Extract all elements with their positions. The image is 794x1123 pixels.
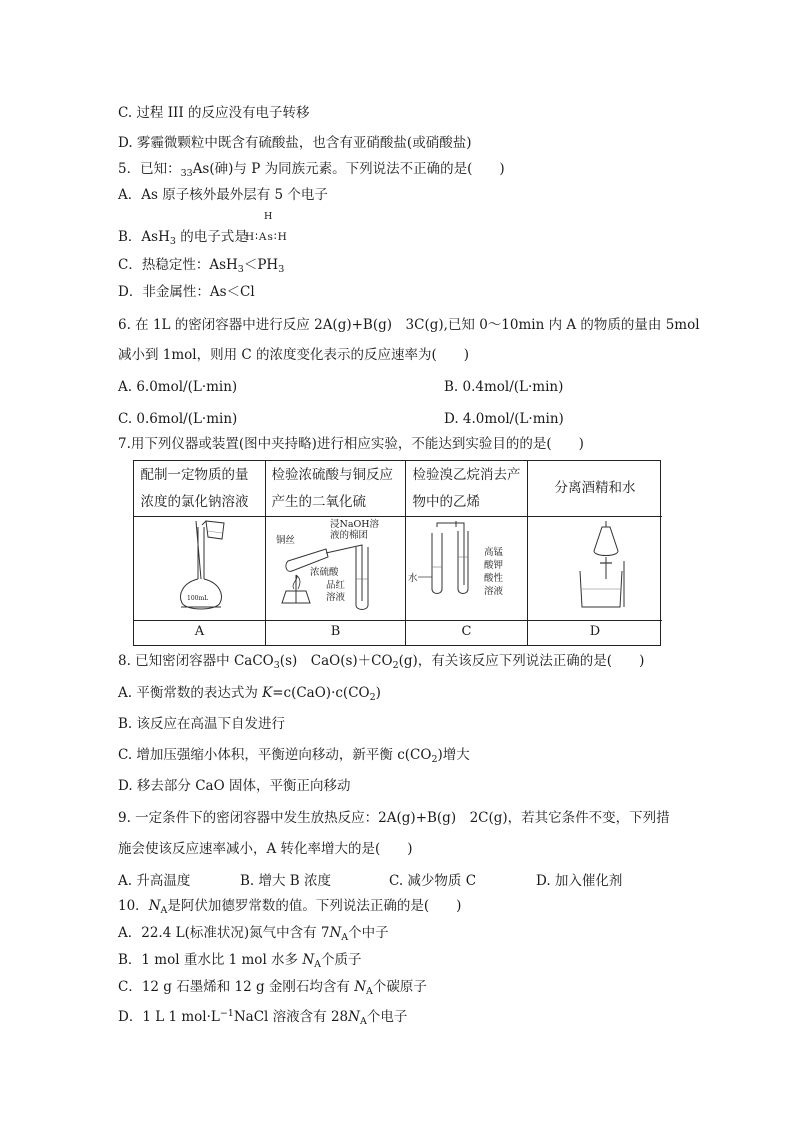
q6-option-c: C. 0.6mol/(L·min)	[118, 411, 238, 427]
label-kmno4-2: 酸钾	[484, 560, 504, 571]
q10b-post: 个质子	[321, 952, 362, 968]
q5-option-c	[118, 256, 284, 279]
q10-option-b	[118, 951, 362, 974]
q5c-pre: C．热稳定性：AsH	[118, 257, 238, 273]
label-copper-wire: 铜丝	[276, 535, 296, 546]
table-col-a	[134, 461, 266, 645]
q6-option-d: D. 4.0mol/(L·min)	[444, 411, 564, 427]
q10b-na-n: N	[302, 952, 315, 968]
q10d-pre: D．1 L 1 mol·L	[118, 1009, 220, 1025]
q6-stem-line1: 6. 在 1L 的密闭容器中进行反应 2A(g)+B(g) 3C(g),已知 0～10min 内 A 的物质的量由 5mol	[118, 317, 700, 333]
q8a-mid: =c(CaO)·c(CO	[272, 685, 370, 701]
label-solution: 溶液	[326, 592, 346, 603]
q5b-pre: B．AsH	[118, 229, 170, 245]
q10d-na-sub: A	[359, 1016, 367, 1027]
q10d-sup: −1	[219, 1008, 234, 1019]
q10-na-sub: A	[160, 905, 168, 916]
q8-stem	[118, 652, 644, 675]
q10-na-n: N	[148, 898, 161, 914]
q4-option-c: C. 过程 III 的反应没有电子转移	[118, 105, 310, 121]
flask-label: 100mL	[187, 595, 209, 602]
q5-atomic-number: 33	[180, 168, 193, 179]
label-kmno4-1: 高锰	[484, 547, 504, 558]
q10a-na-sub: A	[341, 932, 349, 943]
table-header-b: 检验浓硫酸与铜反应产生的二氧化硫	[266, 461, 405, 517]
q10-option-c	[118, 978, 427, 1001]
q5-stem-post: As(砷)与 P 为同族元素。下列说法不正确的是( )	[192, 161, 505, 177]
q8-sub2: 2	[392, 660, 399, 671]
table-letter-a: A	[194, 624, 205, 639]
table-header-a: 配制一定物质的量浓度的氯化钠溶液	[134, 461, 265, 517]
label-water: 水	[408, 573, 418, 584]
table-col-c	[406, 461, 528, 645]
figure-d-separatory-funnel	[528, 517, 662, 621]
q10c-post: 个碳原子	[372, 979, 427, 995]
label-kmno4-4: 溶液	[484, 586, 504, 597]
q9-option-d: D. 加入催化剂	[536, 873, 623, 889]
figure-a-volumetric-flask	[134, 517, 265, 621]
q5-option-d: D．非金属性：As＜Cl	[118, 284, 255, 300]
q10-option-a	[118, 924, 389, 947]
label-naoh-cotton-2: 液的棉团	[330, 530, 369, 541]
q5c-mid: ＜PH	[243, 257, 279, 273]
q10a-pre: A．22.4 L(标准状况)氮气中含有 7	[118, 925, 330, 941]
q10d-na-n: N	[348, 1009, 360, 1025]
q9-option-b: B. 增大 B 浓度	[240, 873, 332, 889]
q4-option-d: D. 雾霾微颗粒中既含有硫酸盐，也含有亚硝酸盐(或硝酸盐)	[118, 135, 472, 151]
q10d-mid: NaCl 溶液含有 28	[233, 1009, 349, 1025]
table-letter-d: D	[589, 624, 601, 639]
table-letter-b: B	[330, 624, 341, 639]
q5-option-b	[118, 228, 248, 251]
q8-option-c	[118, 746, 470, 769]
q10b-na-sub: A	[314, 959, 322, 970]
q10a-na-n: N	[329, 925, 342, 941]
q9-option-c: C. 减少物质 C	[389, 873, 477, 889]
q8-option-b: B. 该反应在高温下自发进行	[118, 716, 286, 732]
q8-option-a	[118, 684, 381, 707]
label-conc-sulfuric: 浓硫酸	[310, 567, 339, 578]
q10c-na-sub: A	[366, 986, 373, 997]
electron-formula: H∶As∶H	[245, 231, 288, 243]
q10c-pre: C．12 g 石墨烯和 12 g 金刚石均含有	[118, 979, 355, 995]
q8c-sub: 2	[431, 754, 438, 765]
q6-option-b: B. 0.4mol/(L·min)	[444, 379, 564, 395]
q10b-pre: B．1 mol 重水比 1 mol 水多	[118, 952, 303, 968]
table-col-d	[528, 461, 662, 645]
figure-c-ethylene-test	[406, 517, 527, 621]
q6-option-a: A. 6.0mol/(L·min)	[118, 379, 238, 395]
table-letter-c: C	[461, 624, 472, 639]
q6-stem-line2: 减小到 1mol，则用 C 的浓度变化表示的反应速率为( )	[118, 347, 470, 363]
q5-option-a: A．As 原子核外最外层有 5 个电子	[118, 187, 328, 203]
q10-post: 是阿伏加德罗常数的值。下列说法正确的是( )	[167, 898, 462, 914]
q5-stem	[118, 160, 505, 183]
q10d-post: 个电子	[366, 1009, 408, 1025]
q8a-pre: A. 平衡常数的表达式为	[118, 685, 263, 701]
q5c-sub2: 3	[278, 264, 285, 275]
q5c-sub1: 3	[237, 264, 244, 275]
q9-stem-line2: 施会使该反应速率减小，A 转化率增大的是( )	[118, 841, 413, 857]
q9-option-a: A. 升高温度	[118, 873, 191, 889]
label-magenta: 品红	[326, 580, 346, 591]
figure-b-copper-sulfuric-acid	[266, 517, 405, 621]
q9-stem-line1: 9. 一定条件下的密闭容器中发生放热反应：2A(g)+B(g) 2C(g)，若其它条件不变，下列措	[118, 810, 670, 826]
q8a-post: )	[375, 685, 381, 701]
table-header-d: 分离酒精和水	[528, 461, 662, 517]
table-header-c: 检验溴乙烷消去产物中的乙烯	[406, 461, 527, 517]
q8c-pre: C. 增加压强缩小体积，平衡逆向移动，新平衡 c(CO	[118, 747, 432, 763]
q5b-post: 的电子式是	[175, 229, 248, 245]
q8c-post: )增大	[437, 747, 470, 763]
q8a-k: K	[262, 685, 273, 701]
q8-sub1: 3	[273, 660, 280, 671]
label-naoh-cotton: 浸NaOH溶	[330, 519, 380, 530]
label-kmno4-3: 酸性	[484, 573, 504, 584]
q10-pre: 10．	[118, 898, 149, 914]
q5b-sub: 3	[169, 236, 176, 247]
q5-stem-pre: 5．已知：	[118, 161, 181, 177]
q10a-post: 个中子	[348, 925, 389, 941]
table-col-b	[266, 461, 406, 645]
experiment-table	[133, 460, 661, 646]
q10c-na-n: N	[354, 979, 367, 995]
q7-stem: 7.用下列仪器或装置(图中夹持略)进行相应实验，不能达到实验目的的是( )	[118, 436, 584, 452]
q10-stem	[118, 897, 461, 920]
q8-post: (g)，有关该反应下列说法正确的是( )	[398, 653, 645, 669]
q8-option-d: D. 移去部分 CaO 固体，平衡正向移动	[118, 778, 351, 794]
q10-option-d	[118, 1005, 407, 1031]
q8-mid: (s) CaO(s)＋CO	[279, 653, 393, 669]
q8-pre: 8. 已知密闭容器中 CaCO	[118, 653, 274, 669]
electron-formula-h-top: H	[264, 211, 273, 222]
q8a-sub: 2	[369, 692, 376, 703]
